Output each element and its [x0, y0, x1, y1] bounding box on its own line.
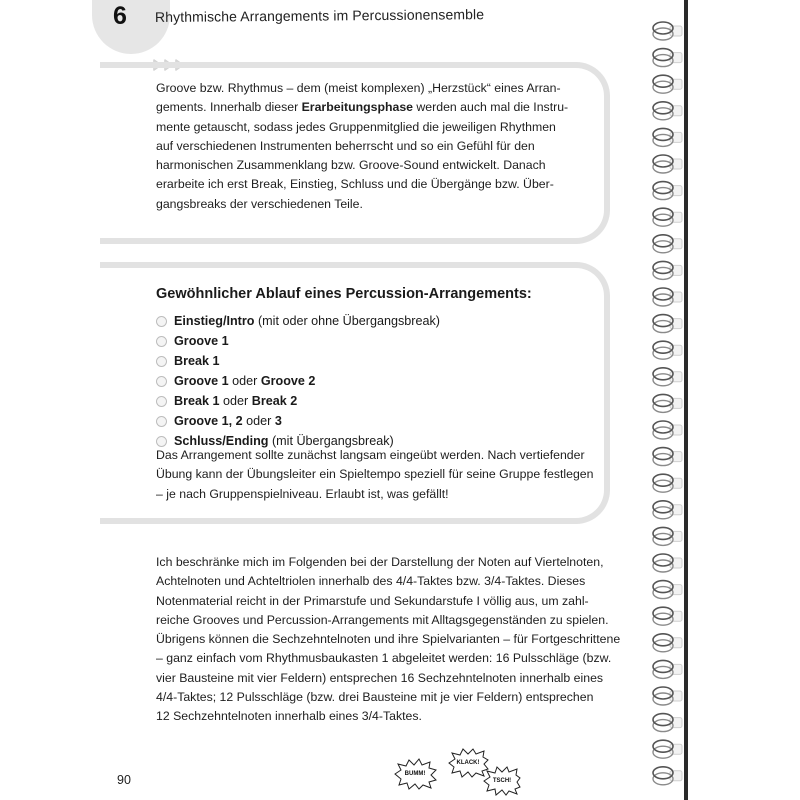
list-item-text: [174, 331, 229, 351]
spiral-ring-icon: [653, 75, 682, 93]
bold-term: Schluss/Ending: [174, 434, 269, 448]
bullet-circle-icon: [156, 416, 167, 427]
bold-term: Groove 1: [174, 374, 229, 388]
body-line: 12 Sechzehntelnoten innerhalb eines 3/4-Taktes.: [156, 709, 422, 724]
spiral-ring-icon: [653, 740, 682, 758]
list-item-text: Groove 1 oder Groove 2: [174, 374, 316, 388]
body-line: Übrigens können die Sechzehntelnoten und ihre Spielvarianten – für Fortgeschrittene: [156, 632, 621, 647]
bold-term: Break 1: [174, 394, 220, 408]
burst-bumm-icon: [392, 758, 438, 790]
spiral-ring-icon: [653, 102, 682, 120]
burst-tsch-icon: [482, 766, 522, 796]
spiral-ring-icon: [653, 128, 682, 146]
spiral-ring-icon: [653, 261, 682, 279]
box1-line: erarbeite ich erst Break, Einstieg, Schluss und die Übergänge bzw. Über-: [156, 177, 554, 192]
body-line: Ich beschränke mich im Folgenden bei der Darstellung der Noten auf Viertelnoten,: [156, 555, 604, 569]
bullet-circle-icon: [156, 376, 167, 387]
list-item-text: Schluss/Ending (mit Übergangsbreak): [174, 434, 394, 448]
sequence-heading: Gewöhnlicher Ablauf eines Percussion-Arrangements:: [156, 286, 532, 302]
sequence-list: [156, 311, 440, 451]
list-item-text: [174, 351, 220, 371]
spiral-ring-icon: [653, 288, 682, 306]
bold-term: 3: [274, 414, 282, 428]
body-line: 4/4-Taktes; 12 Pulsschläge (bzw. drei Bausteine mit je vier Feldern) entsprechen: [156, 690, 594, 705]
page-number: 90: [117, 773, 131, 787]
chapter-number: 6: [113, 2, 127, 30]
body-line: vier Bausteine mit vier Feldern) entsprechen 16 Sechzehntelnoten innerhalb eines: [156, 670, 604, 685]
spiral-ring-icon: [653, 527, 682, 545]
body-line: – ganz einfach vom Rhythmusbaukasten 1 abgeleitet werden: 16 Pulsschläge (bzw.: [156, 651, 612, 666]
box1-line: mente getauscht, sodass jedes Gruppenmitglied die jeweiligen Rhythmen: [156, 119, 556, 134]
bullet-circle-icon: [156, 356, 167, 367]
bullet-circle-icon: [156, 436, 167, 447]
box2-paragraph: [156, 446, 596, 504]
spiral-binding: [640, 0, 710, 800]
box1-line: auf verschiedenen Instrumenten beherrscht und so ein Gefühl für den: [156, 138, 535, 153]
spiral-ring-icon: [653, 235, 682, 253]
bullet-circle-icon: [156, 316, 167, 327]
spiral-ring-icon: [653, 501, 682, 519]
list-item: [156, 371, 440, 391]
list-item: [156, 351, 440, 371]
spiral-ring-icon: [653, 368, 682, 386]
body-line: Achtelnoten und Achteltriolen innerhalb des 4/4-Taktes bzw. 3/4-Taktes. Dieses: [156, 574, 586, 589]
body-line: reiche Grooves und Percussion-Arrangements mit Alltagsgegenständen zu spielen.: [156, 612, 609, 627]
chapter-title: Rhythmische Arrangements im Percussionensemble: [154, 6, 485, 25]
spiral-ring-icon: [653, 581, 682, 599]
spiral-ring-icon: [653, 421, 682, 439]
spiral-ring-icon: [653, 315, 682, 333]
list-item: [156, 391, 440, 411]
list-item: [156, 311, 440, 331]
list-item-text: Groove 1, 2 oder 3: [174, 414, 282, 428]
spiral-ring-icon: [653, 341, 682, 359]
burst-label: KLACK!: [456, 760, 480, 766]
list-item: [156, 411, 440, 431]
bold-term: Groove 1: [174, 334, 229, 348]
binding-edge: [684, 0, 688, 800]
bullet-circle-icon: [156, 396, 167, 407]
bullet-circle-icon: [156, 336, 167, 347]
body-paragraph: [156, 553, 626, 727]
spiral-ring-icon: [653, 49, 682, 67]
body-line: Notenmaterial reicht in der Primarstufe und Sekundarstufe I völlig aus, um zahl-: [156, 593, 589, 608]
spiral-ring-icon: [653, 474, 682, 492]
box2-line: Übung kann der Übungsleiter ein Spieltempo speziell für seine Gruppe festlegen: [156, 467, 594, 482]
bold-term: Groove 2: [260, 374, 316, 388]
spiral-ring-icon: [653, 687, 682, 705]
spiral-ring-icon: [653, 155, 682, 173]
bold-term: Break 2: [251, 394, 298, 408]
spiral-ring-icon: [653, 208, 682, 226]
list-item-text: Break 1 oder Break 2: [174, 394, 298, 408]
box1-line: Groove bzw. Rhythmus – dem (meist komplexen) „Herzstück“ eines Arran-: [156, 81, 561, 95]
bold-term: Groove 1, 2: [174, 414, 243, 428]
burst-label: TSCH!: [492, 778, 512, 784]
burst-label: BUMM!: [404, 771, 426, 777]
list-item-text: Einstieg/Intro (mit oder ohne Übergangsbreak): [174, 314, 440, 328]
bold-term: Erarbeitungsphase: [301, 100, 413, 115]
box1-line: gangsbreaks der verschiedenen Teile.: [156, 196, 363, 211]
spiral-ring-icon: [653, 607, 682, 625]
box2-line: – je nach Gruppenspielniveau. Erlaubt ist, was gefällt!: [156, 486, 449, 501]
box1-line: gements. Innerhalb dieser Erarbeitungsphase werden auch mal die Instru-: [156, 100, 569, 115]
spiral-ring-icon: [653, 554, 682, 572]
spiral-ring-icon: [653, 394, 682, 412]
box1-line: harmonischen Zusammenklang bzw. Groove-Sound entwickelt. Danach: [156, 158, 546, 173]
spiral-ring-icon: [653, 634, 682, 652]
list-item: [156, 331, 440, 351]
box2-line: Das Arrangement sollte zunächst langsam eingeübt werden. Nach vertiefender: [156, 448, 585, 462]
bold-term: Einstieg/Intro: [174, 314, 255, 328]
spiral-ring-icon: [653, 714, 682, 732]
bold-term: Break 1: [174, 354, 220, 368]
spiral-ring-icon: [653, 660, 682, 678]
spiral-ring-icon: [653, 767, 682, 785]
spiral-ring-icon: [653, 448, 682, 466]
box1-paragraph: [156, 79, 576, 214]
spiral-ring-icon: [653, 182, 682, 200]
spiral-ring-icon: [653, 22, 682, 40]
